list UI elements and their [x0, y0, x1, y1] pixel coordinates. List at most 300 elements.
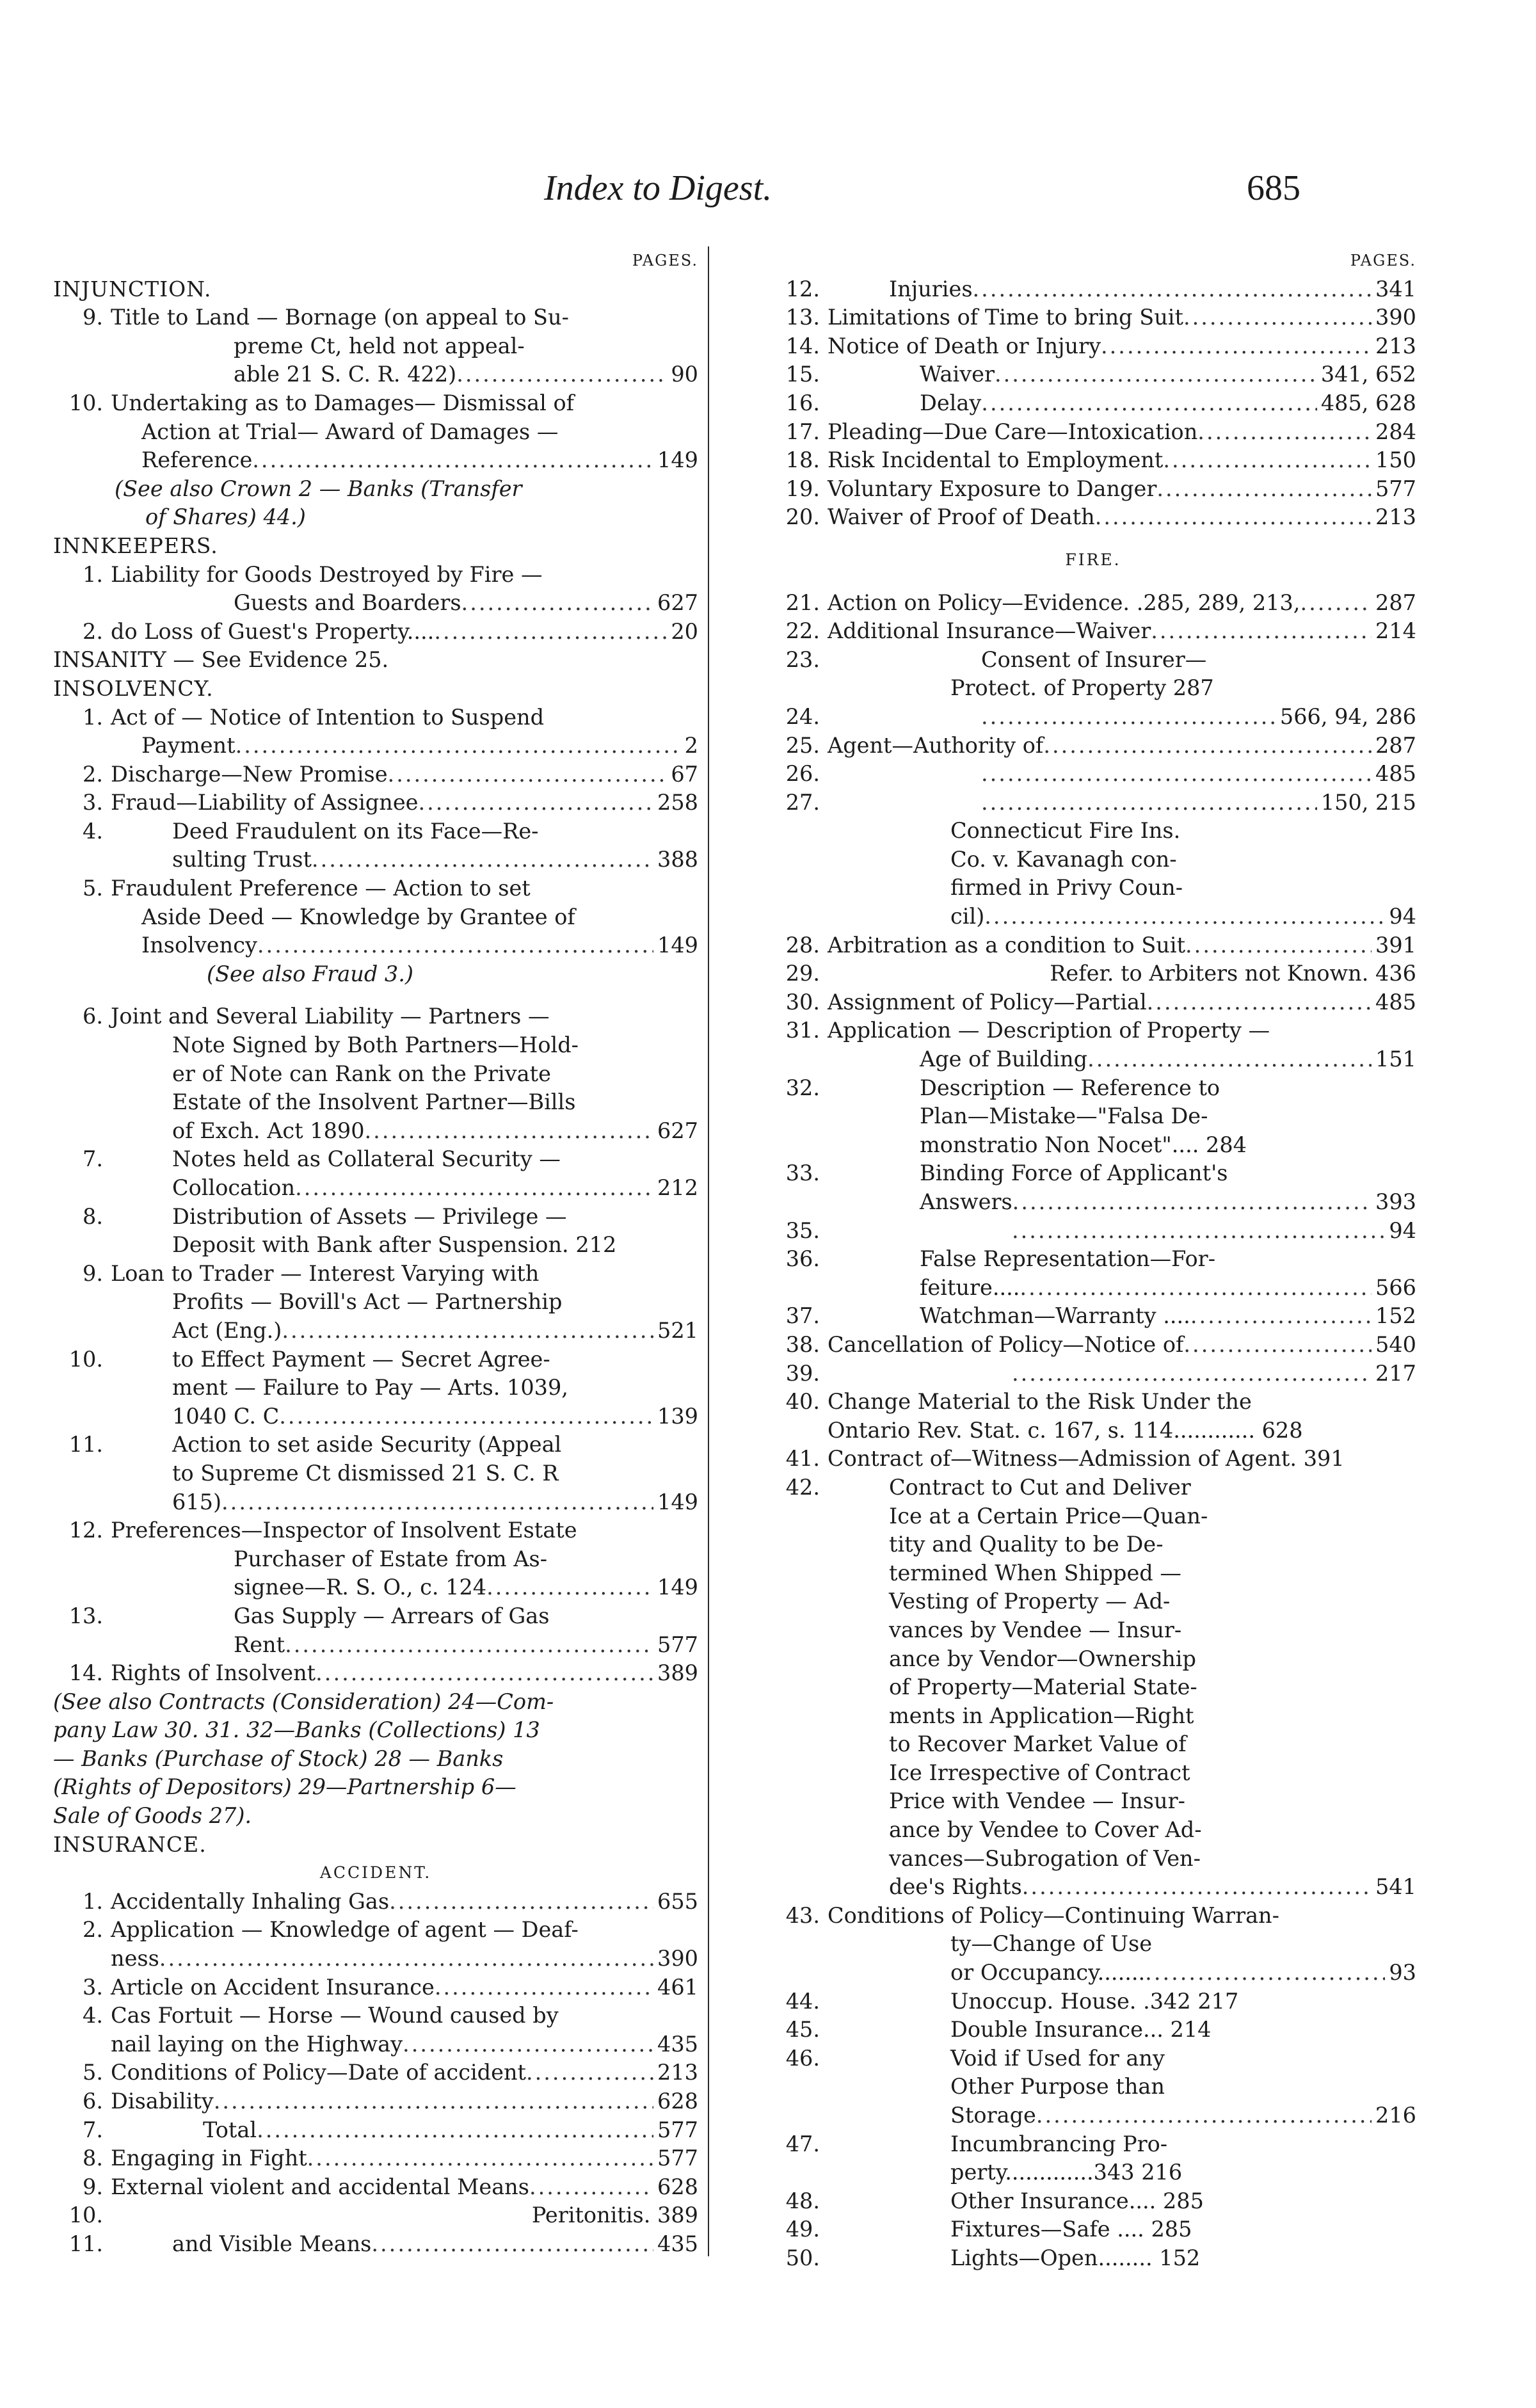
- index-heading: INNKEEPERS.: [53, 533, 218, 558]
- entry-text: Total: [203, 2117, 257, 2142]
- index-entry: [770, 2101, 1416, 2130]
- entry-text: Binding Force of Applicant's: [920, 1160, 1228, 1186]
- entry-number: 5.: [83, 2060, 103, 2085]
- index-entry: [770, 2187, 1416, 2216]
- dot-leader: [403, 2030, 653, 2059]
- see-also-note: [53, 1688, 698, 1717]
- page-reference: 67: [671, 761, 698, 787]
- index-entry: [770, 846, 1416, 874]
- dot-leader: [1183, 1331, 1372, 1360]
- entry-text: Distribution of Assets — Privilege —: [172, 1203, 567, 1229]
- entry-number: 2.: [83, 761, 103, 787]
- index-entry: [53, 360, 698, 389]
- entry-text: Vesting of Property — Ad-: [889, 1589, 1171, 1614]
- page-title: Index to Digest.: [544, 168, 772, 208]
- index-heading: INSURANCE.: [53, 1831, 207, 1857]
- index-entry: [53, 817, 698, 846]
- see-also-note: [53, 1716, 698, 1745]
- dot-leader: [1087, 1045, 1372, 1074]
- entry-text: Action on Policy—Evidence. .285, 289, 213,: [828, 590, 1300, 615]
- entry-number: 7.: [83, 2117, 103, 2142]
- index-subheading: ACCIDENT.: [319, 1863, 432, 1882]
- dot-leader: [282, 1317, 653, 1345]
- entry-number: 9.: [83, 1260, 103, 1286]
- entry-text: Cancellation of Policy—Notice of: [828, 1331, 1184, 1357]
- entry-text: er of Note can Rank on the Private: [172, 1061, 551, 1086]
- entry-text: Disability: [111, 2089, 214, 2114]
- entry-text: able 21 S. C. R. 422): [234, 362, 457, 387]
- entry-text: ness: [111, 1946, 159, 1971]
- dot-leader: [1101, 332, 1372, 361]
- entry-text: monstratio Non Nocet".... 284: [920, 1132, 1247, 1157]
- index-entry: [770, 360, 1416, 389]
- entry-number: 10.: [68, 2203, 103, 2228]
- page-reference: 150: [1375, 447, 1416, 473]
- page-reference: 152: [1375, 1303, 1416, 1329]
- page-reference: 577: [657, 2146, 698, 2171]
- index-entry: [770, 303, 1416, 332]
- entry-text: Answers: [920, 1189, 1012, 1214]
- page-reference: 485, 628: [1320, 390, 1416, 415]
- page-reference: 213: [1375, 333, 1416, 358]
- entry-number: 16.: [785, 390, 820, 415]
- entry-text: do Loss of Guest's Property....: [111, 618, 435, 644]
- entry-text: ments in Application—Right: [889, 1703, 1194, 1728]
- index-entry: [770, 275, 1416, 304]
- entry-number: 11.: [68, 2231, 103, 2256]
- dot-leader: [981, 703, 1276, 732]
- index-entry: [53, 1459, 698, 1488]
- index-heading: INJUNCTION.: [53, 276, 212, 301]
- index-entry: [53, 389, 698, 418]
- page-reference: 90: [671, 362, 698, 387]
- index-entry: [770, 1530, 1416, 1559]
- dot-leader: [435, 1973, 653, 2002]
- dot-leader: [418, 789, 653, 817]
- entry-text: Lights—Open........ 152: [950, 2245, 1201, 2270]
- entry-text: Liability for Goods Destroyed by Fire —: [111, 561, 543, 587]
- dot-leader: [257, 931, 653, 960]
- index-entry: [53, 589, 698, 618]
- pages-column-label: PAGES.: [632, 252, 698, 269]
- index-entry: [770, 1730, 1416, 1759]
- index-entry: [53, 418, 698, 447]
- entry-number: 8.: [83, 2146, 103, 2171]
- index-entry: [770, 1902, 1416, 1930]
- index-entry: [53, 1659, 698, 1688]
- index-entry: [53, 789, 698, 817]
- entry-number: 36.: [785, 1246, 820, 1272]
- entry-number: 15.: [785, 362, 820, 387]
- page-header: [0, 168, 1536, 219]
- entry-text: Title to Land — Bornage (on appeal to Su-: [111, 305, 569, 330]
- index-entry: [53, 1973, 698, 2002]
- entry-text: Waiver of Proof of Death: [828, 504, 1095, 530]
- entry-number: 43.: [785, 1902, 820, 1928]
- dot-leader: [461, 589, 654, 618]
- index-entry: [770, 959, 1416, 988]
- dot-leader: [307, 2144, 653, 2173]
- index-entry: [53, 1031, 698, 1060]
- dot-leader: [1043, 732, 1372, 760]
- entry-number: 4.: [83, 2003, 103, 2028]
- dot-leader: [981, 789, 1317, 817]
- dot-leader: [529, 2173, 653, 2202]
- index-entry: [53, 1631, 698, 1660]
- entry-text: (See also Crown 2 — Banks (Transfer: [115, 476, 522, 501]
- entry-text: Waiver: [920, 362, 995, 387]
- entry-number: 39.: [785, 1360, 820, 1386]
- entry-text: Plan—Mistake—"Falsa De-: [920, 1104, 1208, 1129]
- entry-number: 14.: [68, 1660, 103, 1686]
- see-also-note: [53, 960, 698, 989]
- entry-number: 25.: [785, 732, 820, 758]
- dot-leader: [389, 1888, 653, 1916]
- entry-text: External violent and accidental Means: [111, 2174, 529, 2199]
- dot-leader: [981, 389, 1317, 418]
- entry-text: Aside Deed — Knowledge by Grantee of: [141, 904, 575, 929]
- entry-number: 1.: [83, 561, 103, 587]
- entry-number: 30.: [785, 989, 820, 1015]
- index-entry: [770, 1816, 1416, 1845]
- entry-text: Insolvency: [141, 933, 257, 958]
- page-reference: 389: [657, 1660, 698, 1686]
- page-reference: 213: [657, 2060, 698, 2085]
- index-entry: [53, 1374, 698, 1402]
- entry-text: Ontario Rev. Stat. c. 167, s. 114............ 628: [828, 1417, 1303, 1443]
- index-entry: [53, 1117, 698, 1146]
- entry-text: Joint and Several Liability — Partners —: [111, 1004, 550, 1029]
- entry-text: Double Insurance... 214: [950, 2017, 1212, 2043]
- entry-number: 13.: [68, 1603, 103, 1628]
- index-entry: [770, 646, 1416, 675]
- index-entry: [770, 1445, 1416, 1473]
- entry-number: 17.: [785, 419, 820, 444]
- index-entry: [770, 589, 1416, 618]
- entry-text: Rights of Insolvent: [111, 1660, 316, 1686]
- index-entry: [770, 1987, 1416, 2016]
- index-entry: [770, 1959, 1416, 1987]
- entry-text: dee's Rights: [889, 1874, 1022, 1900]
- index-entry: [53, 1002, 698, 1031]
- entry-number: 3.: [83, 790, 103, 815]
- dot-leader: [981, 760, 1372, 789]
- entry-number: 1.: [83, 704, 103, 730]
- dot-leader: [1012, 1217, 1385, 1246]
- entry-number: 12.: [785, 276, 820, 301]
- index-entry: [53, 332, 698, 361]
- index-entry: [53, 703, 698, 732]
- entry-text: Discharge—New Promise: [111, 761, 388, 787]
- page-reference: 566, 94, 286: [1279, 703, 1416, 729]
- entry-number: 2.: [83, 618, 103, 644]
- page-reference: 521: [657, 1317, 698, 1343]
- entry-text: Ice at a Certain Price—Quan-: [889, 1503, 1208, 1529]
- dot-leader: [1190, 1302, 1372, 1331]
- entry-text: Application — Knowledge of agent — Deaf-: [111, 1917, 579, 1943]
- index-entry: [53, 1945, 698, 1973]
- index-entry: [770, 1188, 1416, 1217]
- entry-text: (See also Contracts (Consideration) 24—Com-: [53, 1689, 554, 1714]
- dot-leader: [995, 360, 1317, 389]
- dot-leader: [434, 618, 667, 646]
- dot-leader: [295, 1174, 653, 1203]
- index-entry: [53, 303, 698, 332]
- entry-number: 35.: [785, 1217, 820, 1243]
- entry-number: 29.: [785, 961, 820, 986]
- entry-text: Application — Description of Property —: [828, 1018, 1270, 1043]
- dot-leader: [973, 275, 1372, 304]
- dot-leader: [1022, 1873, 1372, 1902]
- index-entry: [770, 475, 1416, 504]
- index-entry: [53, 2173, 698, 2202]
- entry-number: 44.: [785, 1988, 820, 2014]
- entry-text: Preferences—Inspector of Insolvent Estate: [111, 1518, 577, 1543]
- index-entry: [770, 1274, 1416, 1303]
- entry-text: vances by Vendee — Insur-: [889, 1617, 1182, 1642]
- left-column: [53, 246, 698, 2259]
- index-entry: [53, 903, 698, 932]
- entry-text: Unoccup. House. .342 217: [950, 1988, 1239, 2014]
- entry-text: and Visible Means: [172, 2231, 372, 2256]
- see-also-note: [53, 1802, 698, 1831]
- page-reference: 149: [657, 933, 698, 958]
- index-entry: [53, 1203, 698, 1232]
- entry-number: 46.: [785, 2045, 820, 2071]
- index-entry: [770, 1873, 1416, 1902]
- entry-text: Note Signed by Both Partners—Hold-: [172, 1032, 579, 1058]
- index-entry: [53, 2201, 698, 2230]
- entry-text: Arbitration as a condition to Suit: [828, 932, 1186, 958]
- page-reference: 214: [1375, 618, 1416, 644]
- index-entry: [53, 1488, 698, 1517]
- entry-number: 6.: [83, 2089, 103, 2114]
- page-reference: 216: [1375, 2103, 1416, 2128]
- entry-number: 33.: [785, 1160, 820, 1186]
- page-reference: 435: [657, 2031, 698, 2057]
- entry-number: 9.: [83, 2174, 103, 2199]
- entry-text: Accidentally Inhaling Gas: [111, 1888, 390, 1914]
- entry-text: Sale of Goods 27).: [53, 1803, 252, 1829]
- entry-text: or Occupancy.......: [950, 1960, 1146, 1986]
- entry-text: Fraudulent Preference — Action to set: [111, 876, 531, 901]
- page-reference: 628: [657, 2174, 698, 2199]
- index-entry: [53, 1288, 698, 1317]
- entry-number: 19.: [785, 476, 820, 501]
- entry-number: 14.: [785, 333, 820, 358]
- entry-number: 27.: [785, 789, 820, 815]
- index-entry: [770, 1302, 1416, 1331]
- entry-text: Collocation: [172, 1175, 296, 1200]
- entry-number: 24.: [785, 703, 820, 729]
- entry-text: Fraud—Liability of Assignee: [111, 790, 419, 815]
- page-reference: 93: [1389, 1960, 1416, 1986]
- dot-leader: [1197, 418, 1372, 447]
- dot-leader: [984, 903, 1385, 931]
- dot-leader: [365, 1117, 654, 1146]
- index-entry: [770, 988, 1416, 1017]
- page-reference: 287: [1375, 590, 1416, 615]
- index-entry: [53, 2116, 698, 2145]
- page-reference: 150, 215: [1320, 789, 1416, 815]
- index-entry: [53, 846, 698, 874]
- page-reference: 435: [657, 2231, 698, 2256]
- entry-text: Estate of the Insolvent Partner—Bills: [172, 1089, 576, 1115]
- dot-leader: [1012, 1188, 1372, 1217]
- index-entry: [770, 817, 1416, 846]
- index-entry: [53, 1602, 698, 1631]
- index-entry: [770, 931, 1416, 960]
- entry-text: Undertaking as to Damages— Dismissal of: [111, 390, 575, 415]
- entry-text: Protect. of Property 287: [950, 675, 1214, 701]
- entry-text: Void if Used for any: [950, 2045, 1165, 2071]
- entry-number: 10.: [68, 1346, 103, 1372]
- entry-text: Other Insurance.... 285: [950, 2188, 1204, 2213]
- index-entry: [770, 1074, 1416, 1103]
- index-entry: [53, 760, 698, 789]
- entry-number: 40.: [785, 1389, 820, 1415]
- entry-number: 20.: [785, 504, 820, 530]
- entry-text: Reference: [141, 447, 253, 473]
- entry-number: 8.: [83, 1203, 103, 1229]
- entry-text: to Effect Payment — Secret Agree-: [172, 1346, 550, 1372]
- entry-text: Gas Supply — Arrears of Gas: [234, 1603, 550, 1628]
- entry-text: Purchaser of Estate from As-: [234, 1546, 548, 1571]
- page-reference: 284: [1375, 419, 1416, 444]
- entry-number: 21.: [785, 590, 820, 615]
- index-entry: [770, 1360, 1416, 1388]
- index-entry: [770, 418, 1416, 447]
- index-heading: INSOLVENCY.: [53, 675, 214, 701]
- index-entry: [770, 2158, 1416, 2187]
- index-entry: [53, 1231, 698, 1260]
- entry-text: termined When Shipped —: [889, 1560, 1181, 1585]
- index-entry: [53, 1317, 698, 1345]
- entry-text: ty—Change of Use: [950, 1931, 1153, 1957]
- entry-number: 37.: [785, 1303, 820, 1329]
- index-entry: [770, 1673, 1416, 1702]
- see-also-note: [53, 1745, 698, 1774]
- index-entry: [53, 1916, 698, 1945]
- entry-text: Risk Incidental to Employment: [828, 447, 1164, 473]
- index-entry: [770, 1502, 1416, 1531]
- index-entry: [53, 2030, 698, 2059]
- index-entry: [770, 1159, 1416, 1188]
- entry-number: 13.: [785, 305, 820, 330]
- entry-number: 1.: [83, 1888, 103, 1914]
- index-entry: [770, 1759, 1416, 1788]
- index-entry: [53, 2144, 698, 2173]
- index-entry: [770, 2130, 1416, 2159]
- dot-leader: [388, 760, 668, 789]
- entry-number: 12.: [68, 1518, 103, 1543]
- entry-text: cil): [950, 904, 985, 929]
- index-cross-reference: INSANITY — See Evidence 25.: [53, 647, 389, 673]
- entry-number: 50.: [785, 2245, 820, 2270]
- page-reference: 94: [1389, 1217, 1416, 1243]
- index-entry: [53, 618, 698, 646]
- entry-text: Watchman—Warranty ....: [920, 1303, 1190, 1329]
- page-reference: 390: [657, 1946, 698, 1971]
- dot-leader: [456, 360, 667, 389]
- entry-text: Engaging in Fight: [111, 2146, 307, 2171]
- index-entry: [53, 2087, 698, 2116]
- page-reference: 213: [1375, 504, 1416, 530]
- page-reference: 151: [1375, 1047, 1416, 1072]
- dot-leader: [279, 1402, 653, 1431]
- entry-text: Voluntary Exposure to Danger: [828, 476, 1157, 501]
- index-entry: [770, 2073, 1416, 2101]
- index-entry: [770, 1417, 1416, 1445]
- entry-text: Refer. to Arbiters not Known. 436: [1050, 961, 1416, 986]
- entry-text: Loan to Trader — Interest Varying with: [111, 1260, 540, 1286]
- page-reference: 391: [1375, 932, 1416, 958]
- entry-number: 23.: [785, 646, 820, 672]
- index-entry: [770, 1217, 1416, 1246]
- index-entry: [770, 1587, 1416, 1616]
- page-reference: 393: [1375, 1189, 1416, 1214]
- index-entry: [770, 1702, 1416, 1731]
- entry-text: Agent—Authority of: [828, 732, 1044, 758]
- entry-text: False Representation—For-: [920, 1246, 1216, 1272]
- page-reference: 577: [1375, 476, 1416, 501]
- entry-text: Change Material to the Risk Under the: [828, 1389, 1252, 1415]
- index-entry: [770, 2016, 1416, 2044]
- entry-text: Other Purpose than: [950, 2074, 1165, 2099]
- entry-number: 22.: [785, 618, 820, 644]
- dot-leader: [1145, 1959, 1385, 1987]
- dot-leader: [285, 1631, 653, 1660]
- entry-text: Fixtures—Safe .... 285: [950, 2217, 1192, 2242]
- page-reference: 627: [657, 1118, 698, 1143]
- entry-number: 41.: [785, 1446, 820, 1472]
- index-entry: [53, 1888, 698, 1916]
- index-entry: [53, 1516, 698, 1545]
- entry-text: Deed Fraudulent on its Face—Re-: [172, 818, 539, 844]
- entry-text: pany Law 30. 31. 32—Banks (Collections) 13: [53, 1717, 540, 1743]
- entry-text: of Shares) 44.): [145, 504, 306, 530]
- spacer: [53, 988, 698, 1002]
- entry-text: ance by Vendor—Ownership: [889, 1646, 1196, 1671]
- entry-number: 9.: [83, 305, 103, 330]
- entry-text: Action to set aside Security (Appeal: [172, 1432, 562, 1457]
- dot-leader: [371, 2230, 653, 2259]
- entry-text: ance by Vendee to Cover Ad-: [889, 1817, 1202, 1843]
- index-entry: [770, 1331, 1416, 1360]
- entry-text: Rent: [234, 1632, 285, 1657]
- page-reference: 655: [657, 1888, 698, 1914]
- page-reference: 341: [1375, 276, 1416, 301]
- index-entry: [53, 931, 698, 960]
- page-reference: 541: [1375, 1874, 1416, 1900]
- index-entry: [770, 732, 1416, 760]
- entry-text: sulting Trust: [172, 847, 312, 872]
- entry-text: Act of — Notice of Intention to Suspend: [111, 704, 545, 730]
- entry-number: 42.: [785, 1474, 820, 1500]
- index-entry: [53, 1402, 698, 1431]
- index-entry: [53, 2002, 698, 2030]
- index-entry: [53, 1573, 698, 1602]
- entry-text: 615): [172, 1489, 222, 1514]
- index-entry: [770, 503, 1416, 532]
- index-entry: [770, 1388, 1416, 1417]
- index-entry: [770, 332, 1416, 361]
- index-entry: [53, 1174, 698, 1203]
- index-entry: [770, 760, 1416, 789]
- entry-text: of Property—Material State-: [889, 1674, 1197, 1700]
- entry-text: Action at Trial— Award of Damages —: [141, 419, 559, 444]
- see-also-note: [53, 475, 698, 504]
